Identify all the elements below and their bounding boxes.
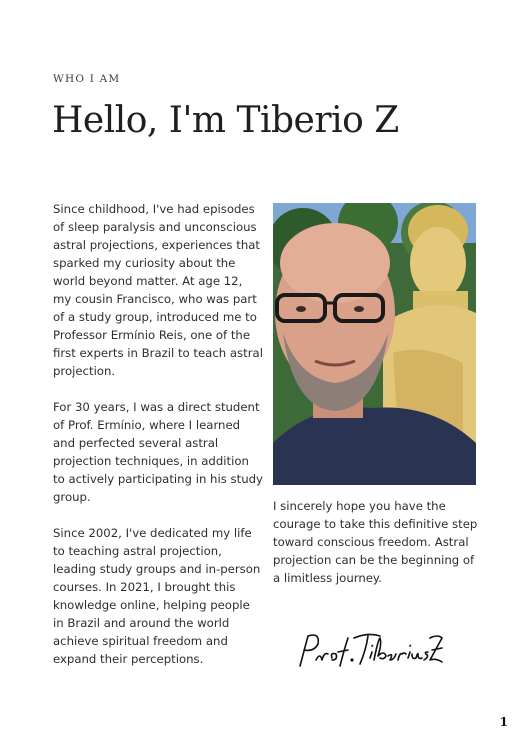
paragraph-since-2002: Since 2002, I've dedicated my life to teaching astral projection, leading study groups and in-person courses. In 2021, I brought this knowledge online, helping people in Brazil and around the world achieve spiritual freedom and expand their perceptions. <box>53 526 261 666</box>
page-number: 1 <box>499 715 508 729</box>
paragraph-closing: I sincerely hope you have the courage to take this definitive step toward conscious freedom. Astral projection can be the beginning of a limitless journey. <box>273 499 478 585</box>
paragraph-thirty-years: For 30 years, I was a direct student of Prof. Ermínio, where I learned and perfected several astral projection techniques, in addition to actively participating in his study group. <box>53 400 263 504</box>
handwritten-signature <box>296 630 446 670</box>
page-title: Hello, I'm Tiberio Z <box>52 100 399 141</box>
paragraph-childhood: Since childhood, I've had episodes of sleep paralysis and unconscious astral projections, experiences that sparked my curiosity about the world beyond matter. At age 12, my cousin Francisco, who was part of a study group, introduced me to Professor Ermínio Reis, one of the first experts in Brazil to teach astral projection. <box>53 202 263 378</box>
section-eyebrow: WHO I AM <box>53 73 121 85</box>
portrait-photo <box>273 203 476 485</box>
signature-icon <box>296 630 446 670</box>
left-column <box>53 200 263 668</box>
portrait-illustration <box>273 203 476 485</box>
right-column <box>273 497 483 587</box>
